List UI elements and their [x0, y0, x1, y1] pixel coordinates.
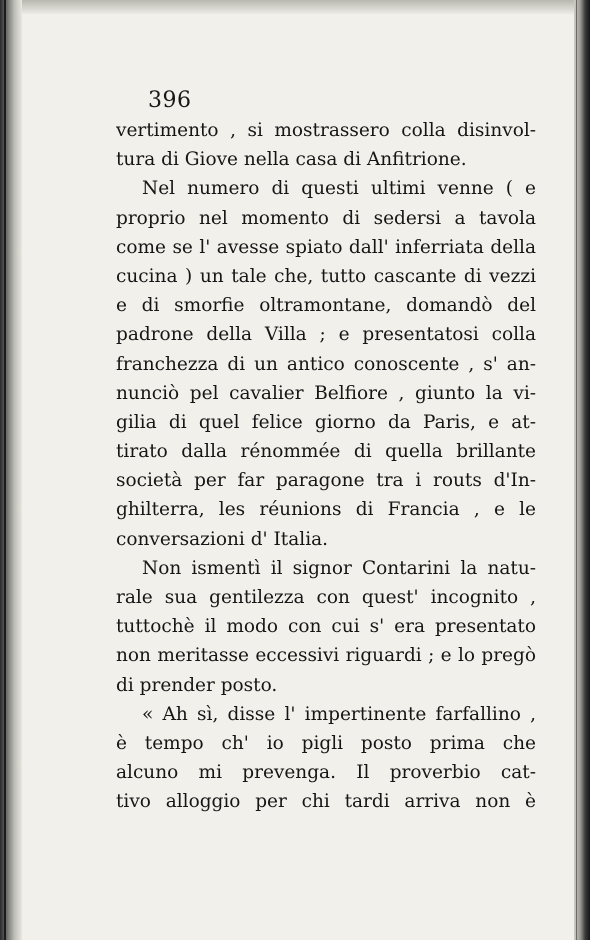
page-top-shadow — [0, 0, 590, 14]
text-line: Nel numero di questi ultimi venne ( e — [142, 178, 536, 200]
text-line: ghilterra, les réunions di Francia , e le — [116, 499, 536, 521]
text-line: conversazioni d' Italia. — [116, 528, 329, 550]
text-line: gilia di quel felice giorno da Paris, e at- — [116, 411, 536, 433]
text-line: società per far paragone tra i routs d'In- — [116, 470, 536, 492]
text-line: cucina ) un tale che, tutto cascante di vezzi — [116, 265, 536, 287]
text-line: vertimento , si mostrassero colla disinvol- — [116, 120, 536, 141]
book-page — [116, 86, 536, 817]
text-line: proprio nel momento di sedersi a tavola — [116, 207, 536, 229]
book-spine-left — [0, 0, 22, 940]
page-number: 396 — [148, 88, 192, 113]
text-line: tivo alloggio per chi tardi arriva non è — [116, 791, 536, 813]
text-line: tuttochè il modo con cui s' era presentato — [116, 616, 536, 638]
text-line: rale sua gentilezza con quest' incognito , — [116, 587, 536, 608]
text-line: è tempo ch' io pigli posto prima che — [116, 732, 536, 754]
text-line: franchezza di un antico conoscente , s' an- — [116, 353, 536, 375]
text-line: tura di Giove nella casa di Anfitrione. — [116, 149, 467, 171]
page-text — [116, 116, 536, 817]
text-line: come se l' avesse spiato dall' inferriata della — [116, 236, 536, 258]
page-edge-right — [574, 0, 590, 940]
text-line: tirato dalla rénommée di quella brillante — [116, 441, 536, 463]
text-line: non meritasse eccessivi riguardi ; e lo pregò — [116, 645, 536, 667]
text-line: nunciò pel cavalier Belfiore , giunto la vi- — [116, 382, 536, 404]
text-line: Non ismentì il signor Contarini la natu- — [142, 557, 536, 579]
text-line: « Ah sì, disse l' impertinente farfallino , — [142, 703, 536, 725]
text-line: padrone della Villa ; e presentatosi colla — [116, 324, 536, 346]
text-line: e di smorfie oltramontane, domandò del — [116, 295, 536, 317]
text-line: alcuno mi prevenga. Il proverbio cat- — [116, 762, 536, 784]
text-line: di prender posto. — [116, 674, 278, 696]
